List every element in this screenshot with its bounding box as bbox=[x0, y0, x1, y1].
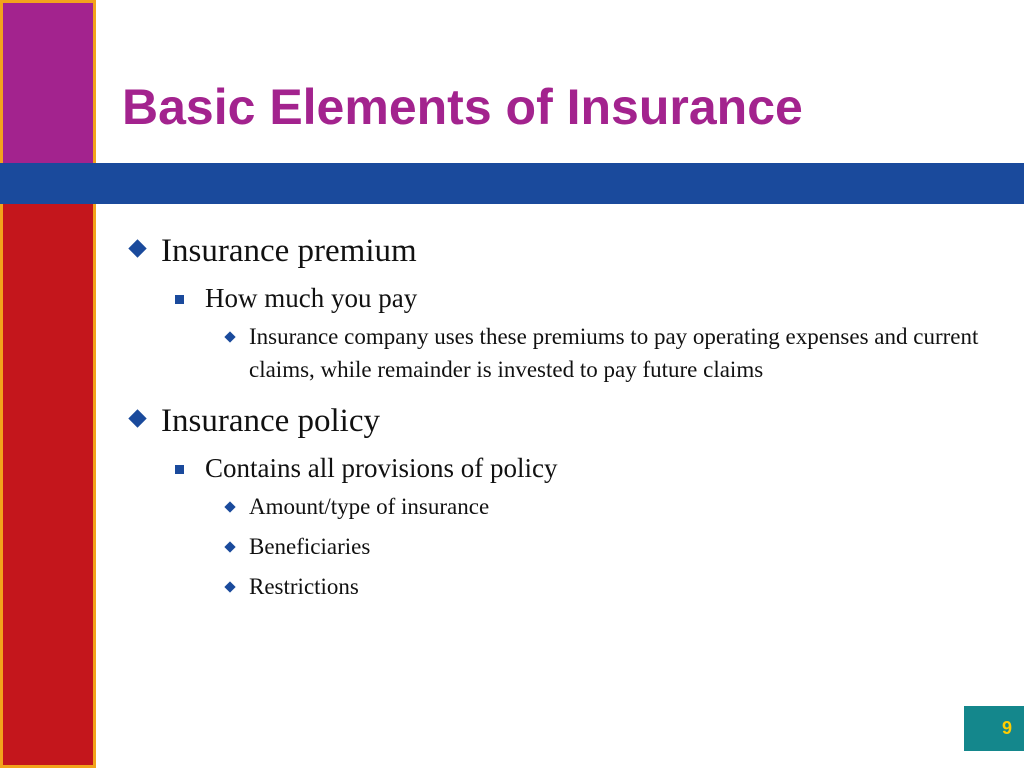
page-number-badge: 9 bbox=[964, 706, 1024, 751]
slide-content bbox=[128, 226, 998, 610]
diamond-bullet-icon bbox=[128, 409, 146, 427]
small-diamond-bullet-icon bbox=[224, 581, 235, 592]
title-divider-bar bbox=[0, 163, 1024, 204]
diamond-bullet-icon bbox=[128, 239, 146, 257]
small-diamond-bullet-icon bbox=[224, 331, 235, 342]
left-accent-bottom-block bbox=[0, 204, 96, 768]
small-diamond-bullet-icon bbox=[224, 541, 235, 552]
slide-title: Basic Elements of Insurance bbox=[122, 79, 803, 135]
left-accent-band bbox=[0, 0, 96, 768]
bullet-level2-contains-provisions bbox=[128, 448, 998, 488]
bullet-level1-insurance-policy bbox=[128, 396, 998, 446]
bullet-level3-restrictions bbox=[128, 570, 998, 603]
bullet-level3-beneficiaries bbox=[128, 530, 998, 563]
small-diamond-bullet-icon bbox=[224, 501, 235, 512]
bullet-text: Insurance policy bbox=[161, 403, 380, 439]
bullet-text: Restrictions bbox=[249, 574, 359, 599]
bullet-text: Amount/type of insurance bbox=[249, 494, 490, 519]
bullet-text: Insurance company uses these premiums to pay operating expenses and current claims, while remainder is invested to pay future claims bbox=[249, 324, 979, 382]
bullet-level3-premium-use bbox=[128, 320, 998, 386]
bullet-text: Contains all provisions of policy bbox=[205, 453, 558, 483]
bullet-text: Beneficiaries bbox=[249, 534, 371, 559]
square-bullet-icon bbox=[175, 465, 184, 474]
bullet-level2-how-much-you-pay bbox=[128, 278, 998, 318]
bullet-text: Insurance premium bbox=[161, 233, 417, 269]
bullet-level1-insurance-premium bbox=[128, 226, 998, 276]
square-bullet-icon bbox=[175, 295, 184, 304]
bullet-text: How much you pay bbox=[205, 283, 418, 313]
left-accent-top-block bbox=[0, 0, 96, 163]
bullet-level3-amount-type bbox=[128, 490, 998, 523]
